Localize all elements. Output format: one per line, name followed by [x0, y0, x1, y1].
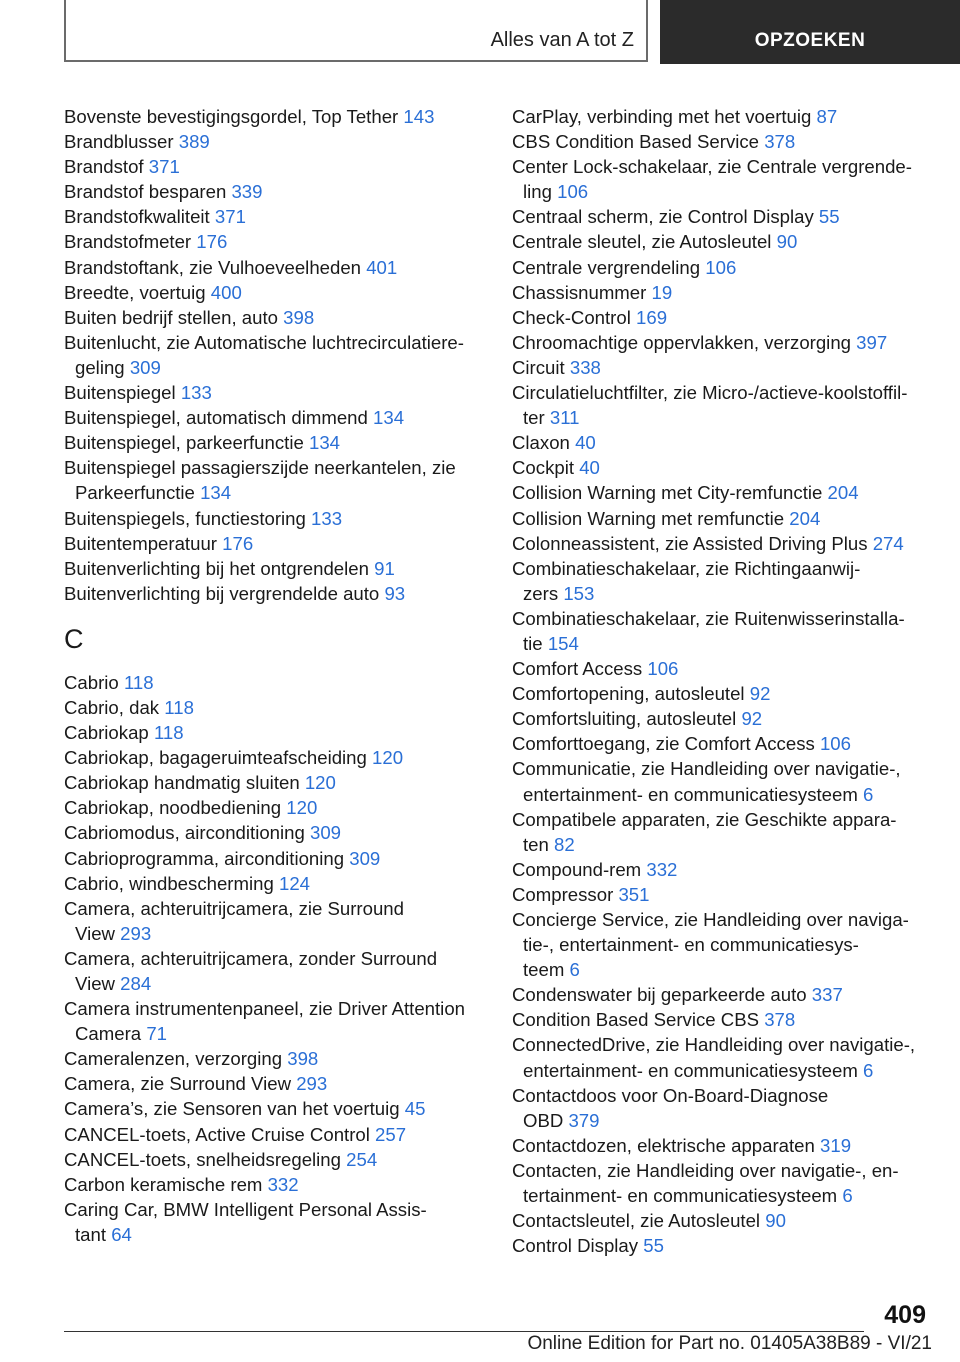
page-reference-link[interactable]: 40 [575, 432, 596, 454]
index-entry [64, 154, 484, 179]
index-entry [512, 506, 932, 531]
entry-text: Collision Warning met remfunctie [512, 507, 785, 529]
index-entry [512, 681, 932, 706]
entry-text: Brandstoftank, zie Vulhoeveelheden [64, 256, 362, 278]
entry-text: Bovenste bevestigingsgordel, Top Tether [64, 106, 399, 127]
edition-footer: Online Edition for Part no. 01405A38B89 - VI/21 [527, 1333, 932, 1354]
page-reference-link[interactable]: 118 [123, 671, 154, 693]
entry-text: CBS Condition Based Service [512, 131, 760, 153]
entry-text: View [75, 922, 115, 944]
index-entry [512, 430, 932, 455]
entry-text: Circuit [512, 356, 565, 378]
index-entry [512, 731, 932, 756]
entry-text: Buitenspiegel, automatisch dimmend [64, 407, 368, 429]
index-entry [512, 204, 932, 229]
entry-text: Comfort Access [512, 658, 643, 680]
page-reference-link[interactable]: 204 [789, 507, 821, 529]
page-reference-link[interactable]: 309 [310, 822, 342, 844]
entry-text: Caring Car, BMW Intelligent Personal Assis- [64, 1198, 427, 1220]
page-reference-link[interactable]: 55 [818, 206, 840, 228]
entry-text: Contactdozen, elektrische apparaten [512, 1134, 815, 1156]
entry-text: Contacten, zie Handleiding over navigatie-, en- [512, 1159, 899, 1181]
index-entry [512, 807, 932, 857]
page-reference-link[interactable]: 40 [579, 457, 600, 479]
entry-text: Cockpit [512, 457, 575, 479]
page-reference-link[interactable]: 93 [384, 582, 406, 604]
entry-text: Centrale vergrendeling [512, 256, 701, 278]
entry-text: tie [523, 632, 543, 654]
index-group-c-continued [512, 104, 932, 1258]
entry-text: Camera instrumentenpaneel, zie Driver Attention [64, 998, 465, 1020]
footer-divider [64, 1331, 864, 1332]
entry-text: zers [523, 582, 559, 604]
page-reference-link[interactable]: 338 [569, 356, 601, 378]
entry-text: Camera, zie Surround View [64, 1073, 292, 1095]
index-entry [512, 355, 932, 380]
index-entry [64, 255, 484, 280]
index-entry [512, 656, 932, 681]
entry-text: ter [523, 407, 545, 429]
page-reference-link[interactable]: 124 [278, 872, 311, 894]
entry-text: Circulatieluchtfilter, zie Micro-/actieve-koolstoffil- [512, 382, 908, 404]
index-entry [64, 996, 484, 1046]
entry-text: Combinatieschakelaar, zie Richtingaanwij- [512, 557, 861, 579]
index-entry [64, 745, 484, 770]
index-entry [512, 1133, 932, 1158]
page-reference-link[interactable]: 106 [647, 658, 679, 680]
entry-text: Brandstof besparen [64, 181, 227, 203]
index-entry [64, 455, 484, 505]
page-reference-link[interactable]: 6 [863, 783, 874, 805]
index-entry [512, 480, 932, 505]
page-reference-link[interactable]: 397 [856, 331, 888, 353]
index-column-left [64, 104, 484, 1247]
index-entry [64, 104, 484, 129]
index-entry [512, 1007, 932, 1032]
index-entry [512, 380, 932, 430]
index-group-c [64, 670, 484, 1247]
index-entry [64, 430, 484, 455]
entry-text: Buitenspiegels, functiestoring [64, 507, 306, 529]
entry-text: CANCEL-toets, snelheidsregeling [64, 1148, 341, 1170]
index-entry [512, 1083, 932, 1133]
page-reference-link[interactable]: 293 [296, 1073, 328, 1095]
entry-text: Colonneassistent, zie Assisted Driving Plus [512, 532, 868, 554]
entry-text: geling [75, 356, 125, 378]
page-reference-link[interactable]: 274 [872, 532, 904, 554]
index-entry [64, 1071, 484, 1096]
index-entry [64, 670, 484, 695]
entry-text: Camera’s, zie Sensoren van het voertuig [64, 1098, 400, 1120]
entry-text: Condition Based Service CBS [512, 1009, 760, 1031]
index-entry [64, 770, 484, 795]
index-entry [64, 795, 484, 820]
page-reference-link[interactable]: 92 [741, 708, 763, 730]
page-reference-link[interactable]: 71 [146, 1023, 167, 1045]
entry-text: Camera, achteruitrijcamera, zonder Surround [64, 947, 438, 969]
entry-text: Breedte, voertuig [64, 281, 206, 303]
page-reference-link[interactable]: 134 [308, 432, 341, 454]
entry-text: Buiten bedrijf stellen, auto [64, 306, 278, 328]
entry-text: Brandblusser [64, 131, 174, 153]
page-reference-link[interactable]: 284 [120, 973, 152, 994]
index-entry [64, 179, 484, 204]
index-entry [512, 255, 932, 280]
entry-text: CANCEL-toets, Active Cruise Control [64, 1123, 370, 1145]
index-entry [64, 280, 484, 305]
entry-text: Check-Control [512, 306, 631, 328]
page-reference-link[interactable]: 120 [304, 772, 336, 794]
section-tab[interactable] [64, 0, 648, 62]
page-reference-link[interactable]: 398 [283, 306, 315, 328]
page-reference-link[interactable]: 204 [827, 482, 859, 504]
page-reference-link[interactable]: 389 [178, 131, 210, 153]
index-entry [512, 455, 932, 480]
page-reference-link[interactable]: 6 [863, 1059, 874, 1081]
index-entry [512, 882, 932, 907]
entry-text: Brandstofmeter [64, 231, 192, 253]
page-reference-link[interactable]: 106 [705, 256, 737, 278]
page-reference-link[interactable]: 133 [180, 382, 212, 404]
index-entry [512, 154, 932, 204]
page-reference-link[interactable]: 176 [222, 532, 254, 554]
page-reference-link[interactable]: 133 [311, 507, 343, 529]
entry-text: teem [523, 959, 565, 981]
index-entry [64, 330, 484, 380]
entry-text: Centrale sleutel, zie Autosleutel [512, 231, 772, 253]
index-entry [64, 720, 484, 745]
entry-text: Center Lock-schakelaar, zie Centrale vergrende- [512, 156, 912, 178]
index-entry [512, 907, 932, 982]
index-entry [64, 846, 484, 871]
entry-text: Cabrio, dak [64, 696, 160, 718]
index-entry [64, 1197, 484, 1247]
index-entry [512, 1032, 932, 1082]
index-entry [512, 330, 932, 355]
entry-text: Buitenspiegel [64, 382, 176, 404]
index-entry [64, 380, 484, 405]
page-reference-link[interactable]: 64 [111, 1223, 132, 1245]
page-reference-link[interactable]: 401 [366, 256, 398, 278]
page-reference-link[interactable]: 45 [404, 1098, 426, 1120]
page-reference-link[interactable]: 92 [749, 683, 771, 705]
section-tab-label: Alles van A tot Z [490, 29, 634, 51]
page-reference-link[interactable]: 371 [148, 156, 180, 178]
index-group-b [64, 104, 484, 606]
page-number: 409 [884, 1301, 926, 1329]
page-reference-link[interactable]: 400 [210, 281, 242, 303]
page-reference-link[interactable]: 337 [811, 984, 843, 1006]
index-entry [64, 695, 484, 720]
page-reference-link[interactable]: 311 [549, 407, 580, 429]
page-reference-link[interactable]: 82 [554, 833, 575, 855]
opzoeken-tab-label: OPZOEKEN [754, 30, 866, 51]
page-reference-link[interactable]: 6 [842, 1185, 853, 1207]
page-reference-link[interactable]: 120 [372, 747, 404, 769]
entry-text: Buitenlucht, zie Automatische luchtrecirculatiere- [64, 331, 464, 353]
entry-text: CarPlay, verbinding met het voertuig [512, 106, 812, 127]
page-reference-link[interactable]: 6 [569, 959, 580, 981]
index-entry [512, 706, 932, 731]
index-entry [64, 405, 484, 430]
page-reference-link[interactable]: 254 [346, 1148, 378, 1170]
index-entry [64, 229, 484, 254]
entry-text: Cabrio [64, 671, 119, 693]
entry-text: Cabriomodus, airconditioning [64, 822, 305, 844]
index-entry [512, 1208, 932, 1233]
index-entry [512, 1233, 932, 1258]
page-reference-link[interactable]: 332 [646, 858, 678, 880]
index-column-right [512, 104, 932, 1258]
index-entry [512, 280, 932, 305]
index-entry [64, 1172, 484, 1197]
index-entry [512, 556, 932, 606]
index-entry [512, 982, 932, 1007]
entry-text: Buitentemperatuur [64, 532, 217, 554]
entry-text: Brandstof [64, 156, 144, 178]
page-reference-link[interactable]: 154 [547, 632, 579, 654]
index-entry [512, 129, 932, 154]
index-entry [64, 531, 484, 556]
entry-text: tie-, entertainment- en communicatiesys- [523, 934, 859, 956]
entry-text: Condenswater bij geparkeerde auto [512, 984, 807, 1006]
entry-text: Comfortopening, autosleutel [512, 683, 745, 705]
index-entry [64, 129, 484, 154]
index-entry [512, 531, 932, 556]
entry-text: Cabriokap, bagageruimteafscheiding [64, 747, 367, 769]
entry-text: Buitenverlichting bij vergrendelde auto [64, 582, 380, 604]
entry-text: Buitenverlichting bij het ontgrendelen [64, 557, 369, 579]
entry-text: Comforttoegang, zie Comfort Access [512, 733, 815, 755]
index-entry [512, 1158, 932, 1208]
page-reference-link[interactable]: 257 [375, 1123, 407, 1145]
entry-text: Compatibele apparaten, zie Geschikte appara- [512, 808, 897, 830]
index-entry [512, 305, 932, 330]
page-reference-link[interactable]: 118 [164, 696, 194, 718]
page-reference-link[interactable]: 169 [636, 306, 668, 328]
entry-text: Control Display [512, 1235, 639, 1257]
entry-text: tertainment- en communicatiesysteem [523, 1185, 838, 1207]
page-reference-link[interactable]: 91 [374, 557, 395, 579]
page-reference-link[interactable]: 379 [568, 1109, 600, 1131]
page-reference-link[interactable]: 19 [651, 281, 673, 303]
index-entry [64, 556, 484, 581]
entry-text: Carbon keramische rem [64, 1173, 263, 1195]
index-entry [64, 305, 484, 330]
index-entry [64, 1122, 484, 1147]
entry-text: entertainment- en communicatiesysteem [523, 1059, 858, 1081]
page-reference-link[interactable]: 153 [563, 582, 595, 604]
entry-text: ConnectedDrive, zie Handleiding over navigatie-, [512, 1034, 916, 1056]
index-entry [512, 229, 932, 254]
entry-text: Compound-rem [512, 858, 642, 880]
entry-text: Combinatieschakelaar, zie Ruitenwisserinstalla- [512, 607, 905, 629]
page-reference-link[interactable]: 87 [816, 106, 838, 127]
index-entry [64, 896, 484, 946]
entry-text: tant [75, 1223, 107, 1245]
index-entry [512, 606, 932, 656]
entry-text: Cabrioprogramma, airconditioning [64, 847, 345, 869]
index-entry [64, 1147, 484, 1172]
entry-text: Chroomachtige oppervlakken, verzorging [512, 331, 851, 353]
entry-text: Cameralenzen, verzorging [64, 1048, 283, 1070]
page-reference-link[interactable]: 319 [820, 1134, 852, 1156]
page-reference-link[interactable]: 120 [286, 797, 318, 819]
page-reference-link[interactable]: 398 [287, 1048, 319, 1070]
page-reference-link[interactable]: 371 [214, 206, 246, 228]
index-entry [64, 1046, 484, 1071]
page-reference-link[interactable]: 106 [819, 733, 851, 755]
entry-text: Comfortsluiting, autosleutel [512, 708, 737, 730]
page-reference-link[interactable]: 378 [764, 131, 796, 153]
entry-text: entertainment- en communicatiesysteem [523, 783, 858, 805]
index-entry [512, 756, 932, 806]
index-entry [64, 946, 484, 996]
entry-text: Compressor [512, 883, 614, 905]
page-reference-link[interactable]: 134 [373, 407, 405, 429]
entry-text: OBD [523, 1109, 564, 1131]
page-reference-link[interactable]: 90 [776, 231, 798, 253]
page-reference-link[interactable]: 176 [196, 231, 228, 253]
entry-text: ling [523, 181, 552, 203]
entry-text: Camera [75, 1023, 142, 1045]
entry-text: Collision Warning met City-remfunctie [512, 482, 823, 504]
entry-text: View [75, 973, 115, 994]
index-entry [64, 871, 484, 896]
entry-text: ten [523, 833, 549, 855]
entry-text: Contactsleutel, zie Autosleutel [512, 1210, 761, 1232]
page-reference-link[interactable]: 134 [200, 482, 232, 504]
entry-text: Camera, achteruitrijcamera, zie Surround [64, 897, 404, 919]
entry-text: Chassisnummer [512, 281, 647, 303]
index-entry [64, 820, 484, 845]
entry-text: Brandstofkwaliteit [64, 206, 210, 228]
page-reference-link[interactable]: 351 [618, 883, 650, 905]
index-entry [64, 1096, 484, 1121]
page-reference-link[interactable]: 378 [764, 1009, 796, 1031]
entry-text: Cabriokap, noodbediening [64, 797, 282, 819]
entry-text: Claxon [512, 432, 570, 454]
index-entry [64, 506, 484, 531]
page-reference-link[interactable]: 106 [557, 181, 589, 203]
index-entry [64, 581, 484, 606]
entry-text: Communicatie, zie Handleiding over navigatie-, [512, 758, 901, 780]
page-reference-link[interactable]: 118 [153, 722, 184, 744]
opzoeken-tab[interactable] [660, 0, 960, 64]
section-letter-c: C [64, 623, 84, 654]
page-reference-link[interactable]: 339 [231, 181, 263, 203]
entry-text: Cabriokap handmatig sluiten [64, 772, 300, 794]
index-entry [512, 857, 932, 882]
index-entry [512, 104, 932, 129]
entry-text: Centraal scherm, zie Control Display [512, 206, 814, 228]
entry-text: Buitenspiegel, parkeerfunctie [64, 432, 304, 454]
index-entry [64, 204, 484, 229]
entry-text: Contactdoos voor On-Board-Diagnose [512, 1084, 829, 1106]
page-header [0, 0, 960, 66]
entry-text: Cabrio, windbescherming [64, 872, 274, 894]
page-reference-link[interactable]: 332 [267, 1173, 299, 1195]
entry-text: Concierge Service, zie Handleiding over naviga- [512, 909, 909, 930]
page-reference-link[interactable]: 55 [643, 1235, 664, 1257]
page-reference-link[interactable]: 90 [765, 1210, 786, 1232]
entry-text: Cabriokap [64, 722, 149, 744]
entry-text: Buitenspiegel passagierszijde neerkantelen, zie [64, 457, 456, 479]
page-reference-link[interactable]: 309 [349, 847, 381, 869]
page-reference-link[interactable]: 143 [403, 106, 435, 127]
entry-text: Parkeerfunctie [75, 482, 195, 504]
page-reference-link[interactable]: 293 [120, 922, 152, 944]
page-reference-link[interactable]: 309 [129, 356, 161, 378]
